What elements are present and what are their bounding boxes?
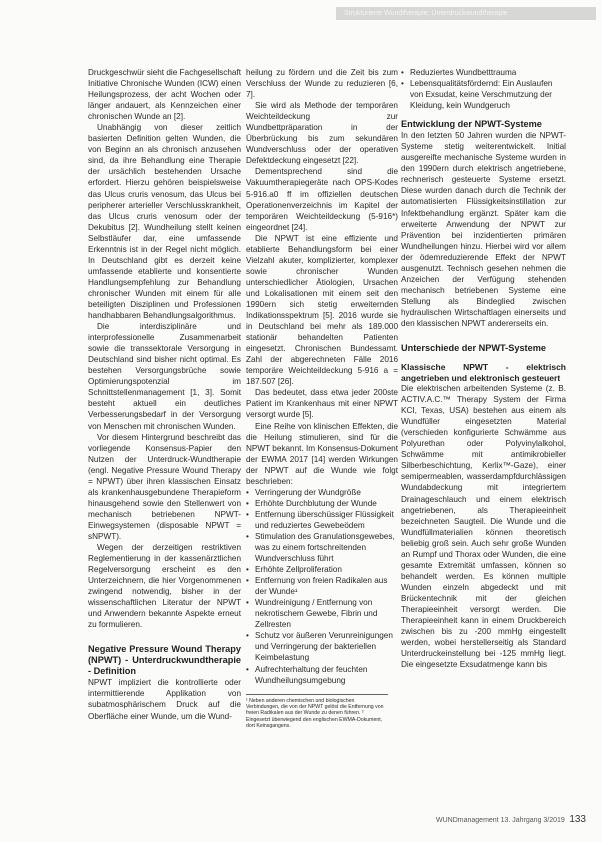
section-heading: Entwicklung der NPWT-Systeme (401, 119, 542, 130)
column-3 (401, 67, 566, 670)
running-title: Strukturierte Wundtherapie: Unterdruckwundtherapie (344, 10, 508, 17)
column-1 (88, 67, 241, 722)
subsection-heading: Klassische NPWT - elektrisch angetrieben und elektronisch gesteuert (401, 362, 566, 383)
list-item: • Reduziertes Wundbetttrauma (401, 67, 566, 78)
paragraph: Druckgeschwür sieht die Fachgesellschaft Initiative Chronische Wunden (ICW) einen Heilungsprozess, der acht Wochen oder länger andauert, als Kennzeichen einer chronischen Wunde an [2]. (88, 68, 241, 122)
section-heading: Negative Pressure Wound Therapy (NPWT) - Unterdruckwundtherapie - Definition (88, 644, 241, 677)
paragraph: Eine Reihe von klinischen Effekten, die die Heilung stimulieren, sind für die NPWT bekannt. Im Konsensus-Dokument der EWMA 2017 [14] werden Wirkungen der NPWT auf die Wunde wie folgt beschrieben: (246, 421, 398, 486)
list-item: • Entfernung von freien Radikalen aus der Wunde¹ (246, 575, 398, 597)
page-footer (436, 816, 586, 825)
paragraph: Dementsprechend sind die Vakuumtherapiegeräte nach OPS-Kodes 5-916.a0 ff im offiziellen deutschen Operationenverzeichnis im Kapitel der temporären Weichteildeckung (5-916*) eingeordnet [24]. (246, 167, 398, 232)
list-item: • Aufrechterhaltung der feuchten Wundheilungsumgebung (246, 664, 398, 686)
footnotes: ¹ Neben anderen chemischen und biologischen Verbindungen, die von der NPWT gelöst die Entfernung von freien Radikalen aus der Wunde zu denen führen. ² Eingesetzt überwiegend den englischen EWMA-Dokument, dort Keinsgangens. (246, 694, 388, 730)
paragraph: Die elektrischen arbeitenden Systeme (z. B. ACTIV.A.C.™ Therapy System der Firma KCI, Texas, USA) bestehen aus einem als Wundfüller eingesetzten Material (verschieden konfigurierte Schwämme aus Polyurethan oder Polyvinylalkohol, Schwämme mit antimikrobieller Silberbeschichtung, Kerlix™-Gaze), einer semipermeablen, wasserdampfdurchlässigen Wundabdeckung mit integriertem Drainageschlauch und einem elektrisch angetriebenen, als Therapieeinheit bezeichneten Saugteil. Die Wunde und die Wundfüllmaterialien können theoretisch beliebig groß sein. Auch sehr große Wunden an Rumpf und Thorax oder Wunden, die eine gesamte Extremität umfassen, können so behandelt werden. Es können multiple Wunden einzeln abgedeckt und mit Brückentechnik mit der gleichen Therapieeinheit versorgt werden. Die Therapieeinheit kann in einem Druckbereich zwischen bis zu -200 mmHg eingestellt werden, wobei herstellerseitig als Standard Unterdruckeinstellung bei -125 mmHg liegt. Die eingesetzte Exsudatmenge kann bis (401, 384, 566, 670)
paragraph: Die interdisziplinäre und interprofessionelle Zusammenarbeit sowie die transsektorale Versorgung in Deutschland sind bisher nicht optimal. Es bestehen Versorgungsbrüche sowie Optimierungspotenzial im Schnittstellenmanagement [1, 3]. Somit besteht aktuell ein deutliches Verbesserungsbedarf in der Versorgung von Menschen mit chronischen Wunden. (88, 322, 241, 431)
effects-list-continued (401, 67, 566, 111)
paragraph: Vor diesem Hintergrund beschreibt das vorliegende Konsensus-Papier den Nutzen der Unterdruck-Wundtherapie (engl. Negative Pressure Wound Therapy = NPWT) über ihren klassischen Einsatz als krankenhausgebundene Therapieform hinausgehend sowie den Stellenwert von mechanisch betriebenen NPWT-Einwegsystemen (disposable NPWT = sNPWT). (88, 432, 241, 541)
list-item: • Verringerung der Wundgröße (246, 487, 398, 498)
effects-list (246, 487, 398, 686)
paragraph: NPWT impliziert die kontrollierte oder intermittierende Applikation von subatmosphärischem Druck auf die Oberfläche einer Wunde, um die Wund- (88, 678, 241, 721)
paragraph: In den letzten 50 Jahren wurden die NPWT-Systeme stetig weiterentwickelt. Initial ausgereifte mechanische Systeme wurden in den 1990ern durch elektrisch angetriebene, rechnerisch gesteuerte Systeme ersetzt. Diese wurden danach durch die Technik der automatisierten Flüssigkeitsinstillation zur Infektbehandlung ergänzt. Später kam die erweiterte Anwendung der NPWT zur Prävention bei inzidentierten primären Wundheilungen hinzu. Hierbei wird vor allem der ödemreduzierende Effekt der NPWT ausgenutzt. Technisch gesehen nehmen die Anzeichen der Verfügung stehenden mechanisch betriebenen Systeme eine Stellung als Bindeglied zwischen hydraulischen Wirtschaftlagen einerseits und den klassischen NPWT andererseits ein. (401, 131, 566, 328)
paragraph: Das bedeutet, dass etwa jeder 200ste Patient im Krankenhaus mit einer NPWT versorgt wurde [5]. (246, 388, 398, 420)
journal-citation: WUNDmanagement 13. Jahrgang 3/2019 (436, 817, 565, 824)
running-header (336, 7, 596, 20)
list-item: • Schutz vor äußeren Verunreinigungen und Verringerung der bakteriellen Keimbelastung (246, 630, 398, 663)
page-number: 133 (569, 814, 586, 825)
list-item: • Erhöhte Durchblutung der Wunde (246, 498, 398, 509)
list-item: • Wundreinigung / Entfernung von nekrotischem Gewebe, Fibrin und Zellresten (246, 597, 398, 630)
paragraph: Sie wird als Methode der temporären Weichteildeckung zur Wundbettpräparation in der Überbrückung bis zum sekundären Wundverschluss oder der operativen Defektdeckung eingesetzt [22]. (246, 101, 398, 166)
paragraph: heilung zu fördern und die Zeit bis zum Verschluss der Wunde zu reduzieren [6, 7]. (246, 68, 398, 100)
column-2 (246, 67, 398, 730)
paragraph: Wegen der derzeitigen restriktiven Reglementierung in der kassenärztlichen Regelversorgung erscheint es den Unterzeichnern, die hier Vorgenommenen zwingend notwendig, bisher in der wissenschaftlichen Literatur der NPWT und Anwendern bekannte Aspekte erneut zu formulieren. (88, 543, 241, 630)
paragraph: Unabhängig von dieser zeitlich basierten Definition gelten Wunden, die von Beginn an als chronisch anzusehen sind, da ihre Behandlung eine Therapie der ursächlich bestehenden Ursache erfordert. Hierzu gehören beispielsweise das Ulcus cruris venosum, das Ulcus bei peripherer arterieller Verschlusskrankheit, das Ulcus cruris venosum oder der Dekubitus [2]. Wundheilung stellt keinen Selbstläufer dar, eine umfassende Erkenntnis ist in der Regel nicht möglich. In Deutschland gibt es derzeit keine umfassende etablierte und konsentierte Handlungsempfehlung zur Behandlung chronischer Wunden mit einem für alle beteiligten Disziplinen und Professionen handhabbaren Behandlungsalgorithmus. (88, 123, 241, 321)
list-item: • Entfernung überschüssiger Flüssigkeit und reduziertes Gewebeödem (246, 509, 398, 531)
section-heading: Unterschiede der NPWT-Systeme (401, 343, 547, 354)
paragraph: Die NPWT ist eine effiziente und etablierte Behandlungsform bei einer Vielzahl akuter, komplizierter, komplexer sowie chronischer Wunden unterschiedlicher Ätiologien, Ursachen und Lokalisationen mit einem seit den 1990ern sich stetig erweiternden Indikationsspektrum [5]. 2016 wurde sie in Deutschland bei mehr als 189.000 stationär behandelten Patienten eingesetzt. Chronischen Bundessamt. Zahl der abgerechneten Fälle 2016 temporäre Weichteildeckung 5-916 a = 187.507 [26]. (246, 233, 398, 387)
list-item: • Erhöhte Zellproliferation (246, 564, 398, 575)
list-item: • Lebensqualitätsfördernd: Ein Auslaufen von Exsudat, keine Verschmutzung der Kleidung, kein Wundgeruch (401, 78, 566, 111)
list-item: • Stimulation des Granulationsgewebes, was zu einem fortschreitenden Wundverschluss führt (246, 531, 398, 564)
